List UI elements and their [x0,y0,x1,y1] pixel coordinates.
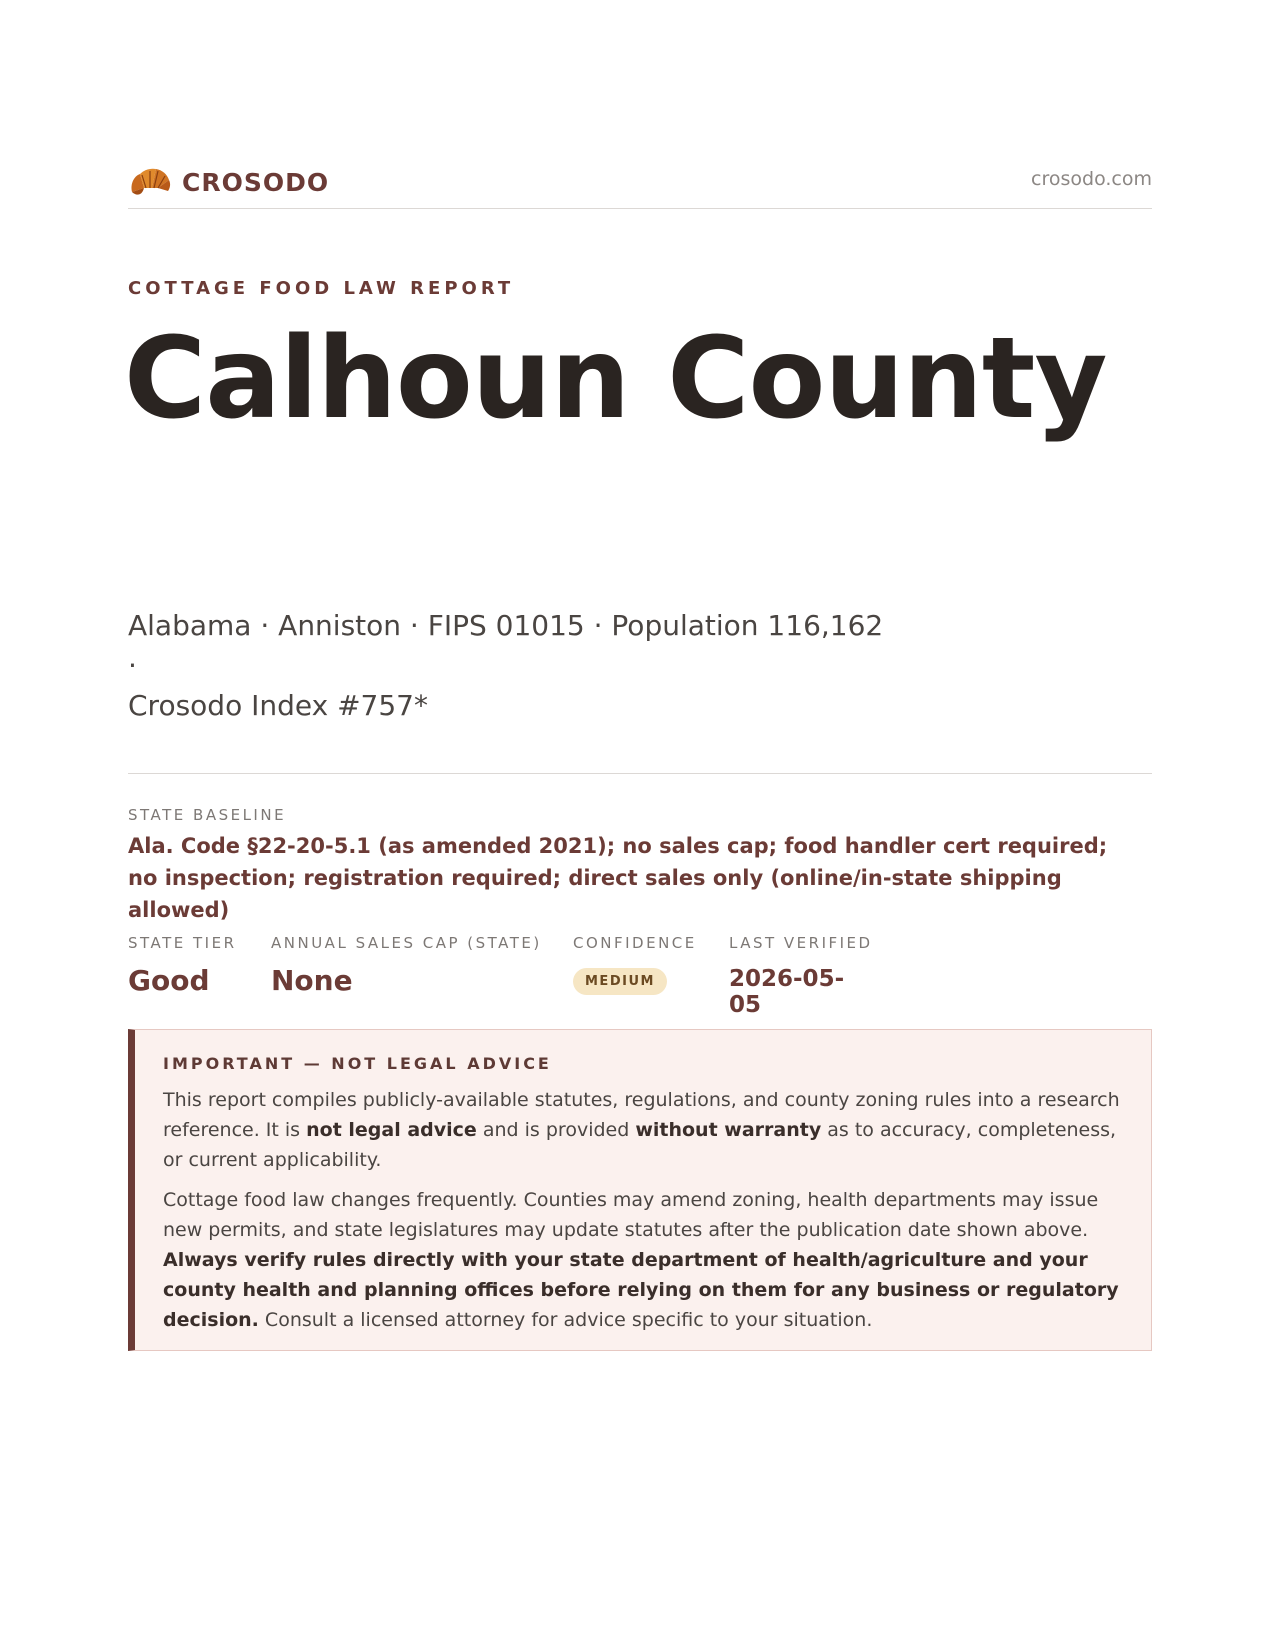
stat-value: 2026-05-05 [729,966,845,1018]
disclaimer-paragraph-1: This report compiles publicly-available statutes, regulations, and county zoning rules into a research reference. It is not legal advice and is provided without warranty as to accuracy, completeness, or current applicability. [163,1089,1120,1171]
croissant-icon [128,162,172,202]
page-header [128,158,1152,209]
section-divider [128,773,1152,774]
brand[interactable] [128,162,329,202]
confidence-badge: MEDIUM [573,968,667,995]
stat-label: STATE TIER [128,934,237,952]
county-details-line-1: Alabama · Anniston · FIPS 01015 · Population 116,162 · [128,609,884,682]
disclaimer-title: IMPORTANT — NOT LEGAL ADVICE [163,1054,552,1073]
report-kicker: COTTAGE FOOD LAW REPORT [128,278,515,299]
stat-label: LAST VERIFIED [729,934,873,952]
disclaimer-paragraph-2: Cottage food law changes frequently. Counties may amend zoning, health departments may issue new permits, and state legislatures may update statutes after the publication date shown above. Always verify rules directly with your state department of health/agriculture and your county health and planning offices before relying on them for any business or regulatory decision. Consult a licensed attorney for advice specific to your situation. [163,1189,1119,1331]
county-details [128,606,888,726]
county-details-line-2: Crosodo Index #757* [128,689,428,722]
state-baseline-text: Ala. Code §22-20-5.1 (as amended 2021); no sales cap; food handler cert required; no inspection; registration required; direct sales only (online/in-state shipping allowed) [128,834,1108,922]
stat-label: ANNUAL SALES CAP (STATE) [271,934,542,952]
stat-state-tier [128,934,237,997]
stat-confidence [573,934,697,995]
stat-value: Good [128,964,210,997]
stat-sales-cap [271,934,542,997]
brand-name: CROSODO [182,167,330,197]
legal-disclaimer-box [128,1029,1152,1351]
stat-label: CONFIDENCE [573,934,697,952]
stat-value: None [271,964,353,997]
site-url-link[interactable]: crosodo.com [1031,168,1152,190]
stat-last-verified [729,934,873,1018]
page-title: Calhoun County [124,314,1107,444]
state-baseline-label: STATE BASELINE [128,806,287,824]
